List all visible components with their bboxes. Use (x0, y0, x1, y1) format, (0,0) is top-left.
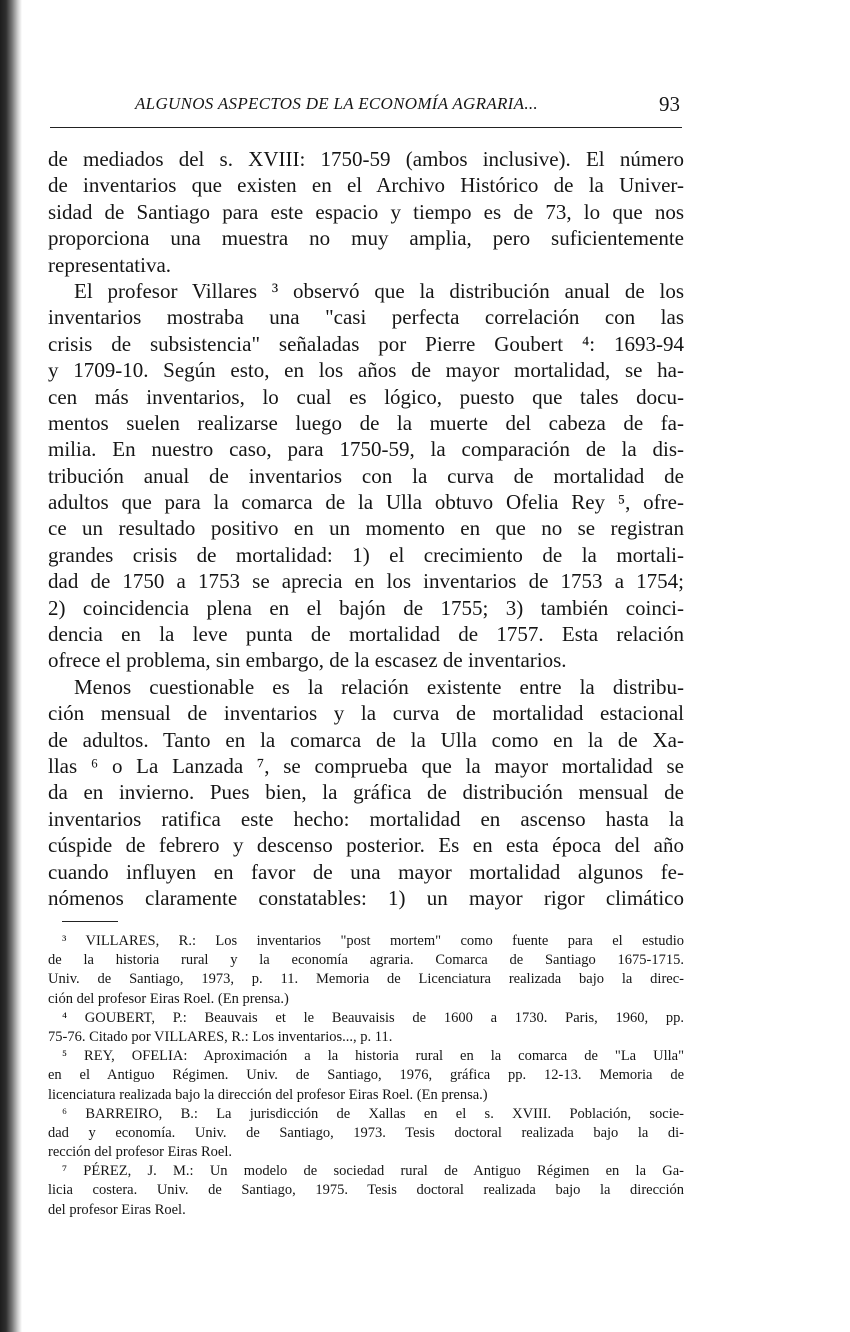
text-line: ción mensual de inventarios y la curva de mortalidad estacional (48, 701, 684, 726)
text-line: representativa. (48, 252, 172, 277)
text-line: adultos que para la comarca de la Ulla obtuvo Ofelia Rey ⁵, ofre- (48, 490, 684, 515)
running-title: ALGUNOS ASPECTOS DE LA ECONOMÍA AGRARIA... (135, 94, 538, 113)
scan-binding-edge (0, 0, 22, 1332)
header-rule (50, 127, 682, 128)
text-line: cúspide de febrero y descenso posterior. Es en esta época del año (48, 833, 684, 858)
text-line: de mediados del s. XVIII: 1750-59 (ambos inclusive). El número (48, 147, 684, 171)
text-line: Menos cuestionable es la relación existente entre la distribu- (74, 674, 684, 699)
text-line: dad de 1750 a 1753 se aprecia en los inventarios de 1753 a 1754; (48, 569, 684, 594)
footnote-line: licenciatura realizada bajo la dirección del profesor Eiras Roel. (En prensa.) (48, 1086, 488, 1103)
footnote-line: licia costera. Univ. de Santiago, 1975. Tesis doctoral realizada bajo la dirección (48, 1182, 684, 1199)
text-line: tribución anual de inventarios con la curva de mortalidad de (48, 463, 684, 488)
page-header (135, 94, 680, 120)
footnote-line: ción del profesor Eiras Roel. (En prensa.) (48, 990, 289, 1007)
footnote-line: 75-76. Citado por VILLARES, R.: Los inventarios..., p. 11. (48, 1028, 393, 1045)
text-line: mentos suelen realizarse luego de la muerte del cabeza de fa- (48, 410, 684, 435)
text-line: da en invierno. Pues bien, la gráfica de distribución mensual de (48, 780, 684, 805)
text-line: de inventarios que existen en el Archivo Histórico de la Univer- (48, 173, 684, 198)
footnote-line: del profesor Eiras Roel. (48, 1201, 186, 1218)
text-line: sidad de Santiago para este espacio y tiempo es de 73, lo que nos (48, 199, 684, 224)
text-line: inventarios mostraba una "casi perfecta correlación con las (48, 305, 684, 330)
text-line: y 1709-10. Según esto, en los años de mayor mortalidad, se ha- (48, 358, 684, 383)
footnote-line: ⁷ PÉREZ, J. M.: Un modelo de sociedad rural de Antiguo Régimen en la Ga- (62, 1163, 684, 1180)
text-line: inventarios ratifica este hecho: mortalidad en ascenso hasta la (48, 806, 684, 831)
text-line: cuando influyen en favor de una mayor mortalidad algunos fe- (48, 859, 684, 884)
footnote-line: ⁶ BARREIRO, B.: La jurisdicción de Xallas en el s. XVIII. Población, socie- (62, 1105, 684, 1122)
footnote-line: ³ VILLARES, R.: Los inventarios "post mortem" como fuente para el estudio (62, 933, 684, 949)
text-line: nómenos claramente constatables: 1) un mayor rigor climático (48, 885, 684, 910)
page-number: 93 (659, 92, 680, 116)
text-line: dencia en la leve punta de mortalidad de 1757. Esta relación (48, 622, 684, 647)
footnotes-rule (62, 921, 118, 922)
footnote-line: rección del profesor Eiras Roel. (48, 1144, 232, 1161)
text-line: proporciona una muestra no muy amplia, pero suficientemente (48, 226, 684, 251)
body-text (48, 146, 684, 911)
text-line: ce un resultado positivo en un momento en que no se registran (48, 516, 684, 541)
footnotes (48, 932, 684, 1220)
text-line: grandes crisis de mortalidad: 1) el crecimiento de la mortali- (48, 542, 684, 567)
text-line: ofrece el problema, sin embargo, de la escasez de inventarios. (48, 648, 567, 673)
text-line: 2) coincidencia plena en el bajón de 1755; 3) también coinci- (48, 595, 684, 620)
text-line: milia. En nuestro caso, para 1750-59, la comparación de la dis- (48, 437, 684, 462)
text-line: cen más inventarios, lo cual es lógico, puesto que tales docu- (48, 384, 684, 409)
footnote-line: Univ. de Santiago, 1973, p. 11. Memoria de Licenciatura realizada bajo la direc- (48, 971, 684, 988)
footnote-line: de la historia rural y la economía agraria. Comarca de Santiago 1675-1715. (48, 952, 684, 969)
text-line: crisis de subsistencia" señaladas por Pierre Goubert ⁴: 1693-94 (48, 331, 684, 356)
footnote-line: ⁴ GOUBERT, P.: Beauvais et le Beauvaisis de 1600 a 1730. Paris, 1960, pp. (62, 1009, 684, 1026)
footnote-line: dad y economía. Univ. de Santiago, 1973. Tesis doctoral realizada bajo la di- (48, 1124, 684, 1141)
footnote-line: en el Antiguo Régimen. Univ. de Santiago, 1976, gráfica pp. 12-13. Memoria de (48, 1067, 684, 1084)
text-line: El profesor Villares ³ observó que la distribución anual de los (74, 278, 684, 303)
text-line: de adultos. Tanto en la comarca de la Ulla como en la de Xa- (48, 727, 684, 752)
text-line: llas ⁶ o La Lanzada ⁷, se comprueba que la mayor mortalidad se (48, 753, 684, 778)
footnote-line: ⁵ REY, OFELIA: Aproximación a la historia rural en la comarca de "La Ulla" (62, 1048, 684, 1065)
